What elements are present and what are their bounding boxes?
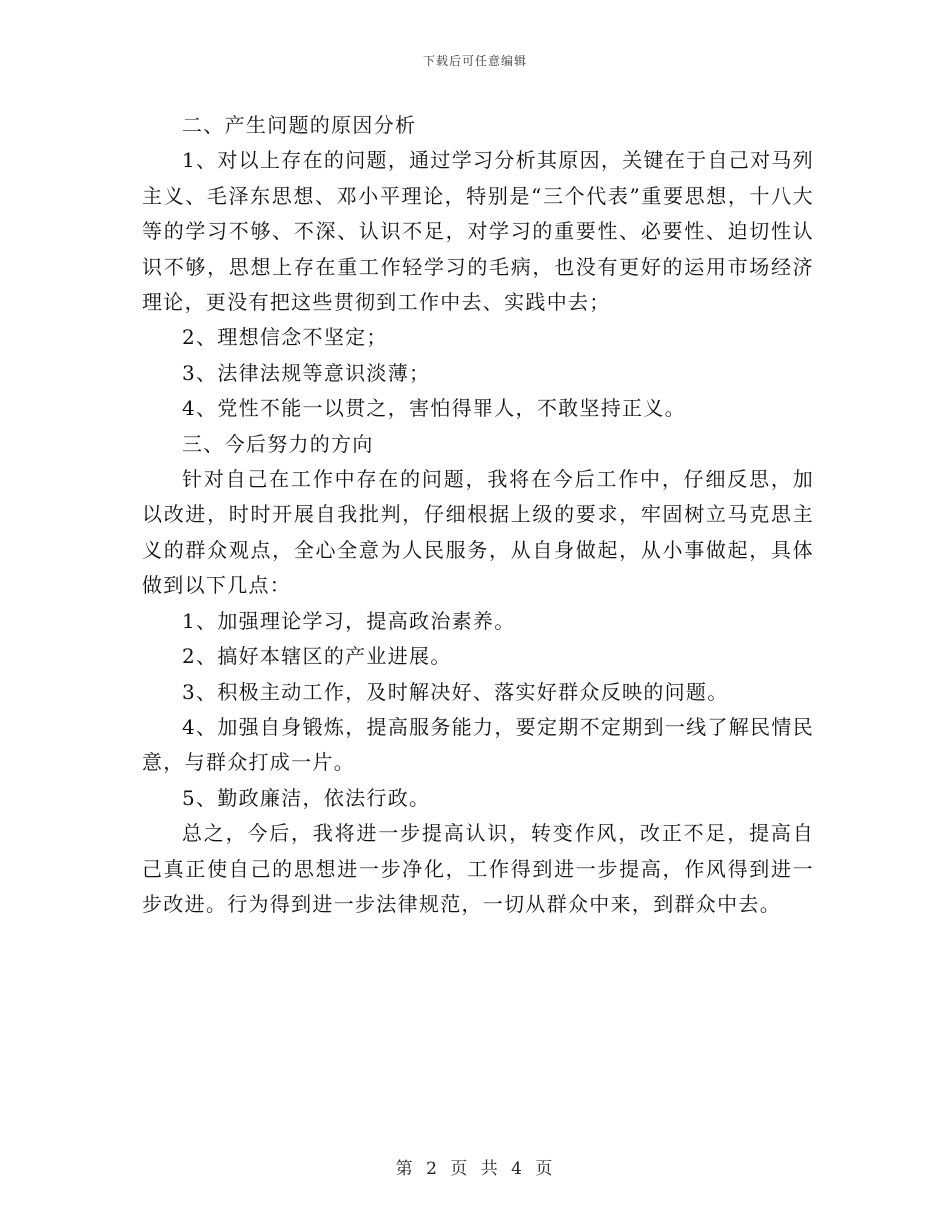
document-body: [142, 108, 814, 922]
paragraph-point-3: 3、积极主动工作，及时解决好、落实好群众反映的问题。: [182, 679, 729, 704]
paragraph-point-4: 4、加强自身锻炼，提高服务能力，要定期不定期到一线了解民情民意，与群众打成一片。: [142, 714, 814, 775]
paragraph-cause-4: 4、党性不能一以贯之，害怕得罪人，不敢坚持正义。: [182, 396, 686, 421]
paragraph-point-5: 5、勤政廉洁，依法行政。: [182, 785, 431, 810]
paragraph-point-1: 1、加强理论学习，提高政治素养。: [182, 608, 516, 633]
paragraph-direction-intro: 针对自己在工作中存在的问题，我将在今后工作中，仔细反思，加以改进，时时开展自我批判，仔细根据上级的要求，牢固树立马克思主义的群众观点，全心全意为人民服务，从自身做起，从小事做起，具体做到以下几点：: [142, 467, 814, 598]
paragraph-conclusion: 总之，今后，我将进一步提高认识，转变作风，改正不足，提高自己真正使自己的思想进一步净化，工作得到进一步提高，作风得到进一步改进。行为得到进一步法律规范，一切从群众中来，到群众中去。: [142, 821, 814, 916]
paragraph-cause-2: 2、理想信念不坚定；: [182, 325, 388, 350]
paragraph-cause-3: 3、法律法规等意识淡薄；: [182, 360, 431, 385]
section-heading-direction: 三、今后努力的方向: [182, 431, 374, 456]
page-number-footer: 第 2 页 共 4 页: [395, 1159, 555, 1179]
paragraph-cause-1: 1、对以上存在的问题，通过学习分析其原因，关键在于自己对马列主义、毛泽东思想、邓小平理论，特别是“三个代表”重要思想，十八大等的学习不够、不深、认识不足，对学习的重要性、必要性、迫切性认识不够，思想上存在重工作轻学习的毛病，也没有更好的运用市场经济理论，更没有把这些贯彻到工作中去、实践中去；: [142, 148, 814, 315]
section-heading-causes: 二、产生问题的原因分析: [182, 113, 417, 137]
paragraph-point-2: 2、搞好本辖区的产业进展。: [182, 644, 452, 669]
page-header: 下载后可任意编辑: [422, 54, 527, 68]
